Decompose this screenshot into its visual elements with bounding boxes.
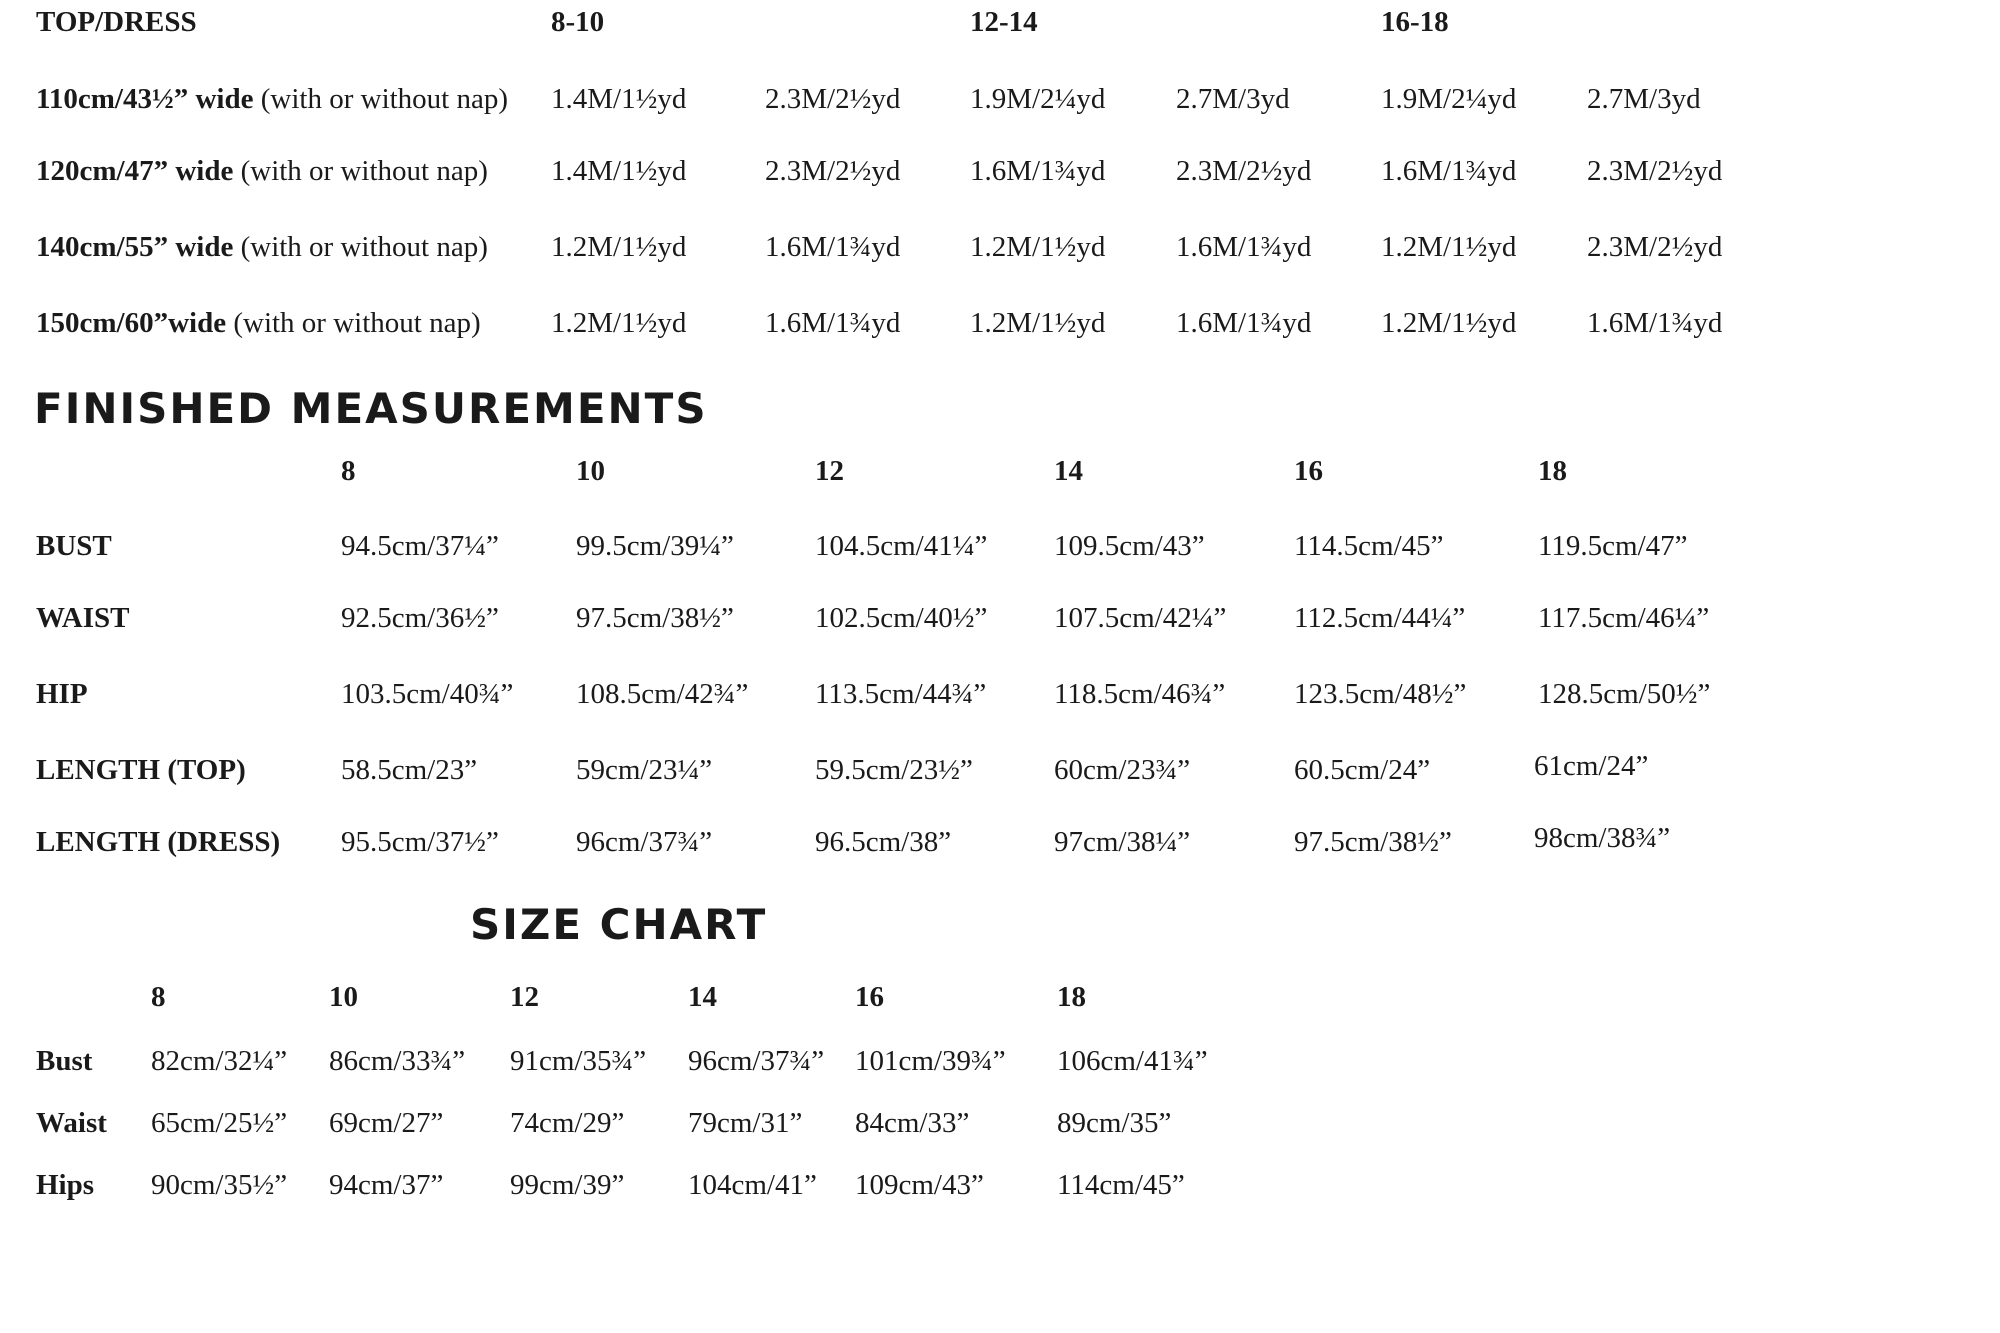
finished-cell: 108.5cm/42¾” xyxy=(576,678,749,710)
fabric-nap-note: (with or without nap) xyxy=(233,155,488,187)
finished-row-label: LENGTH (DRESS) xyxy=(36,826,281,858)
finished-cell: 92.5cm/36½” xyxy=(341,602,499,634)
size-chart-title: SIZE CHART xyxy=(470,900,768,949)
fabric-cell: 2.7M/3yd xyxy=(1176,83,1290,115)
size-chart-cell: 79cm/31” xyxy=(688,1107,803,1139)
size-chart-cell: 106cm/41¾” xyxy=(1057,1045,1208,1077)
fabric-cell: 2.3M/2½yd xyxy=(1587,155,1723,187)
finished-cell: 109.5cm/43” xyxy=(1054,530,1205,562)
fabric-cell: 1.2M/1½yd xyxy=(1381,231,1517,263)
finished-row-label: BUST xyxy=(36,530,112,562)
finished-cell: 99.5cm/39¼” xyxy=(576,530,734,562)
fabric-cell: 1.6M/1¾yd xyxy=(970,155,1106,187)
size-chart-cell: 89cm/35” xyxy=(1057,1107,1172,1139)
size-chart-cell: 96cm/37¾” xyxy=(688,1045,825,1077)
finished-size-header: 8 xyxy=(341,455,356,487)
size-chart-cell: 101cm/39¾” xyxy=(855,1045,1006,1077)
finished-size-header: 14 xyxy=(1054,455,1083,487)
fabric-width: 150cm/60”wide xyxy=(36,307,227,339)
fabric-nap-note: (with or without nap) xyxy=(253,83,509,115)
fabric-row-label xyxy=(36,307,481,340)
fabric-cell: 1.2M/1½yd xyxy=(1381,307,1517,339)
fabric-cell: 1.4M/1½yd xyxy=(551,155,687,187)
finished-cell: 95.5cm/37½” xyxy=(341,826,499,858)
size-chart-row-label: Waist xyxy=(36,1107,107,1139)
finished-row-label: LENGTH (TOP) xyxy=(36,754,246,786)
finished-cell: 123.5cm/48½” xyxy=(1294,678,1467,710)
finished-row-label: WAIST xyxy=(36,602,130,634)
finished-cell: 61cm/24” xyxy=(1534,750,1649,782)
fabric-width: 120cm/47” wide xyxy=(36,155,234,187)
fabric-row-label xyxy=(36,231,488,264)
fabric-cell: 1.9M/2¼yd xyxy=(970,83,1106,115)
finished-cell: 107.5cm/42¼” xyxy=(1054,602,1227,634)
finished-cell: 102.5cm/40½” xyxy=(815,602,988,634)
finished-cell: 94.5cm/37¼” xyxy=(341,530,499,562)
finished-size-header: 16 xyxy=(1294,455,1323,487)
finished-cell: 114.5cm/45” xyxy=(1294,530,1444,562)
size-chart-cell: 84cm/33” xyxy=(855,1107,970,1139)
fabric-row-label xyxy=(36,83,508,116)
fabric-cell: 1.6M/1¾yd xyxy=(1176,307,1312,339)
finished-measurements-title: FINISHED MEASUREMENTS xyxy=(34,384,708,433)
fabric-width: 140cm/55” wide xyxy=(36,231,234,263)
size-chart-row-label: Hips xyxy=(36,1169,95,1201)
fabric-cell: 2.3M/2½yd xyxy=(1587,231,1723,263)
finished-size-header: 12 xyxy=(815,455,844,487)
size-chart-cell: 90cm/35½” xyxy=(151,1169,288,1201)
size-chart-cell: 94cm/37” xyxy=(329,1169,444,1201)
size-chart-cell: 104cm/41” xyxy=(688,1169,817,1201)
finished-cell: 59cm/23¼” xyxy=(576,754,713,786)
fabric-size-header: 8-10 xyxy=(551,6,605,38)
finished-cell: 60cm/23¾” xyxy=(1054,754,1191,786)
fabric-cell: 1.9M/2¼yd xyxy=(1381,83,1517,115)
size-chart-cell: 109cm/43” xyxy=(855,1169,984,1201)
finished-cell: 119.5cm/47” xyxy=(1538,530,1688,562)
size-chart-cell: 114cm/45” xyxy=(1057,1169,1185,1201)
fabric-cell: 2.3M/2½yd xyxy=(765,83,901,115)
finished-size-header: 10 xyxy=(576,455,605,487)
finished-row-label: HIP xyxy=(36,678,88,710)
size-chart-cell: 99cm/39” xyxy=(510,1169,625,1201)
size-chart-size-header: 16 xyxy=(855,981,884,1013)
finished-size-header: 18 xyxy=(1538,455,1567,487)
fabric-width: 110cm/43½” wide xyxy=(36,83,254,115)
finished-cell: 59.5cm/23½” xyxy=(815,754,973,786)
finished-cell: 112.5cm/44¼” xyxy=(1294,602,1466,634)
fabric-cell: 1.6M/1¾yd xyxy=(1381,155,1517,187)
finished-cell: 103.5cm/40¾” xyxy=(341,678,514,710)
fabric-cell: 1.6M/1¾yd xyxy=(765,231,901,263)
finished-cell: 113.5cm/44¾” xyxy=(815,678,987,710)
finished-cell: 96.5cm/38” xyxy=(815,826,952,858)
fabric-cell: 1.2M/1½yd xyxy=(970,231,1106,263)
finished-cell: 118.5cm/46¾” xyxy=(1054,678,1226,710)
size-chart-size-header: 10 xyxy=(329,981,358,1013)
finished-cell: 58.5cm/23” xyxy=(341,754,478,786)
fabric-cell: 2.3M/2½yd xyxy=(1176,155,1312,187)
finished-cell: 96cm/37¾” xyxy=(576,826,713,858)
fabric-nap-note: (with or without nap) xyxy=(233,231,488,263)
size-chart-cell: 74cm/29” xyxy=(510,1107,625,1139)
fabric-nap-note: (with or without nap) xyxy=(226,307,481,339)
size-chart-cell: 86cm/33¾” xyxy=(329,1045,466,1077)
size-chart-row-label: Bust xyxy=(36,1045,93,1077)
finished-cell: 97cm/38¼” xyxy=(1054,826,1191,858)
size-chart-size-header: 18 xyxy=(1057,981,1086,1013)
fabric-cell: 1.6M/1¾yd xyxy=(1587,307,1723,339)
size-chart-cell: 82cm/32¼” xyxy=(151,1045,288,1077)
fabric-cell: 1.6M/1¾yd xyxy=(1176,231,1312,263)
finished-cell: 117.5cm/46¼” xyxy=(1538,602,1710,634)
size-chart-cell: 91cm/35¾” xyxy=(510,1045,647,1077)
size-chart-size-header: 12 xyxy=(510,981,539,1013)
fabric-cell: 1.2M/1½yd xyxy=(551,231,687,263)
finished-cell: 97.5cm/38½” xyxy=(1294,826,1452,858)
size-chart-size-header: 8 xyxy=(151,981,166,1013)
finished-cell: 104.5cm/41¼” xyxy=(815,530,988,562)
finished-cell: 98cm/38¾” xyxy=(1534,822,1671,854)
fabric-cell: 1.4M/1½yd xyxy=(551,83,687,115)
finished-cell: 128.5cm/50½” xyxy=(1538,678,1711,710)
fabric-cell: 2.7M/3yd xyxy=(1587,83,1701,115)
fabric-cell: 1.6M/1¾yd xyxy=(765,307,901,339)
fabric-size-header: 16-18 xyxy=(1381,6,1449,38)
finished-cell: 60.5cm/24” xyxy=(1294,754,1431,786)
fabric-cell: 1.2M/1½yd xyxy=(970,307,1106,339)
fabric-cell: 2.3M/2½yd xyxy=(765,155,901,187)
fabric-row-label xyxy=(36,155,488,188)
fabric-size-header: 12-14 xyxy=(970,6,1038,38)
fabric-cell: 1.2M/1½yd xyxy=(551,307,687,339)
size-chart-size-header: 14 xyxy=(688,981,717,1013)
size-chart-cell: 69cm/27” xyxy=(329,1107,444,1139)
size-chart-cell: 65cm/25½” xyxy=(151,1107,288,1139)
fabric-header-label: TOP/DRESS xyxy=(36,6,197,38)
finished-cell: 97.5cm/38½” xyxy=(576,602,734,634)
